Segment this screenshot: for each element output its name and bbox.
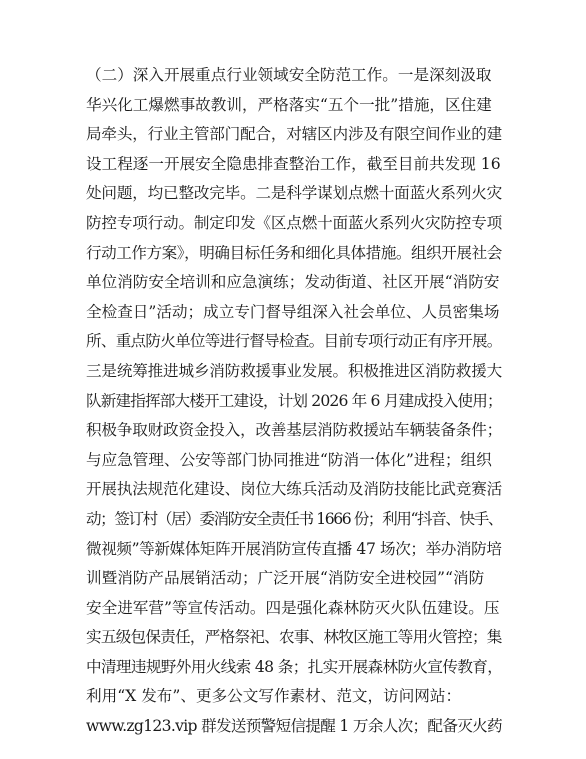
text-line: 与应急管理、公安等部门协同推进“防消一体化”进程；组织 [86, 450, 492, 469]
text-line: （二）深入开展重点行业领域安全防范工作。一是深刻汲取 [86, 66, 492, 84]
text-line: 所、重点防火单位等进行督导检查。目前专项行动正有序开展。 [86, 332, 502, 351]
text-line: 华兴化工爆燃事故教训，严格落实“五个一批”措施，区住建 [86, 95, 492, 114]
text-line: 开展执法规范化建设、岗位大练兵活动及消防技能比武竞赛活 [86, 480, 503, 499]
text-line: 行动工作方案》，明确目标任务和细化具体措施。组织开展社会 [86, 243, 502, 262]
text-line: 全检查日”活动；成立专门督导组深入社会单位、人员密集场 [86, 302, 500, 321]
text-line: 实五级包保责任，严格祭祀、农事、林牧区施工等用火管控；集 [86, 628, 502, 647]
text-line: 动；签订村（居）委消防安全责任书 1666 份；利用“抖音、快手、 [86, 509, 503, 528]
text-line: 中清理违规野外用火线索 48 条；扎实开展森林防火宣传教育， [86, 657, 503, 676]
body-text [86, 61, 502, 742]
text-line: 设工程逐一开展安全隐患排查整治工作，截至目前共发现 16 [86, 154, 501, 173]
text-line: 微视频”等新媒体矩阵开展消防宣传直播 47 场次；举办消防培 [86, 539, 502, 558]
text-line: 训暨消防产品展销活动；广泛开展“消防安全进校园”“消防 [86, 569, 485, 588]
text-line: 利用“X 发布”、更多公文写作素材、范文，访问网站： [86, 687, 462, 706]
text-line: 积极争取财政资金投入，改善基层消防救援站车辆装备条件； [86, 421, 503, 440]
text-line: 局牵头，行业主管部门配合，对辖区内涉及有限空间作业的建 [86, 125, 503, 144]
text-line: 安全进军营”等宣传活动。四是强化森林防灭火队伍建设。压 [86, 598, 500, 617]
text-line: 处问题，均已整改完毕。二是科学谋划点燃十面蓝火系列火灾 [86, 184, 503, 203]
text-line: 防控专项行动。制定印发《区点燃十面蓝火系列火灾防控专项 [86, 213, 503, 232]
text-line: www.zg123.vip 群发送预警短信提醒 1 万余人次；配备灭火药 [86, 717, 502, 736]
text-line: 单位消防安全培训和应急演练；发动街道、社区开展“消防安 [86, 273, 500, 292]
text-line: 队新建指挥部大楼开工建设，计划 2026 年 6 月建成投入使用； [86, 391, 502, 410]
text-line: 三是统筹推进城乡消防救援事业发展。积极推进区消防救援大 [86, 361, 503, 380]
